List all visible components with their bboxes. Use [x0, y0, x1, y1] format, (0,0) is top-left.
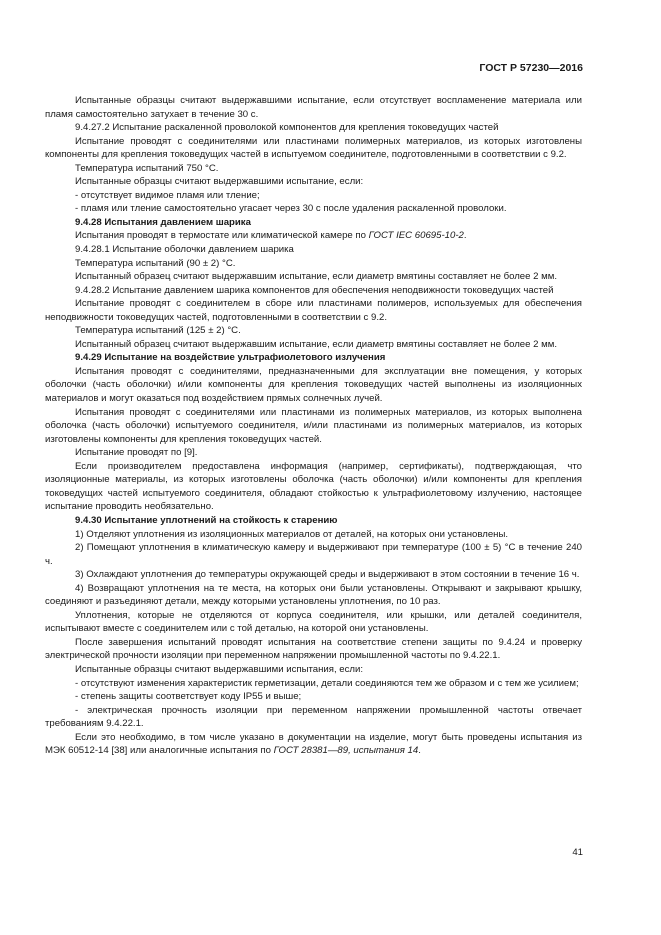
paragraph: Испытанные образцы считают выдержавшими испытание, если отсутствует воспламенение материала или пламя самостоятельно затухает в течение 30 с.: [45, 95, 582, 120]
list-item: - отсутствует видимое пламя или тление;: [75, 189, 260, 201]
section-heading: 9.4.28 Испытания давлением шарика: [75, 216, 251, 228]
paragraph: Испытание проводят по [9].: [75, 447, 198, 459]
subsection-heading: 9.4.27.2 Испытание раскаленной проволокой компонентов для крепления токоведущих частей: [75, 122, 499, 134]
list-item: 2) Помещают уплотнения в климатическую камеру и выдерживают при температуре (100 ± 5) °С в течение 240 ч.: [45, 542, 582, 567]
list-item: 1) Отделяют уплотнения из изоляционных материалов от деталей, на которых они установлены.: [75, 528, 509, 540]
paragraph: Испытанные образцы считают выдержавшими испытание, если:: [75, 176, 364, 188]
paragraph: Если производителем предоставлена информация (например, сертификаты), подтверждающая, что изоляционные материалы, из которых изготовлены оболочка (часть оболочки) и/или компоненты для крепления токоведущих частей испытуемого соединителя, обладают стойкостью к ультрафиолетовому излучению, настоящее испытание проводить необязательно.: [45, 460, 582, 513]
list-item: - электрическая прочность изоляции при переменном напряжении промышленной частоты отвечает требованиям 9.4.22.1.: [45, 704, 582, 730]
paragraph: Испытанные образцы считают выдержавшими испытания, если:: [75, 663, 364, 675]
paragraph: Испытанный образец считают выдержавшим испытание, если диаметр вмятины составляет не более 2 мм.: [75, 338, 557, 350]
list-item: - степень защиты соответствует коду IP55 и выше;: [75, 691, 302, 703]
paragraph: Испытания проводят с соединителями, предназначенными для эксплуатации вне помещения, у которых оболочки (часть оболочки) и/или компоненты для крепления токоведущих частей выполнены из изоляционных материалов и могут оказаться под воздействием прямых солнечных лучей.: [45, 365, 582, 405]
paragraph: После завершения испытаний проводят испытания на соответствие степени защиты по 9.4.24 и проверку электрической прочности изоляции при переменном напряжении промышленной частоты по 9.4.22.1.: [45, 636, 582, 662]
paragraph: Испытание проводят с соединителями или пластинами полимерных материалов, из которых изготовлены компоненты для крепления токоведущих частей в испытуемом соединителе, подготовленными в соответствии с 9.2.: [45, 135, 582, 161]
paragraph: Температура испытаний (90 ± 2) °С.: [75, 257, 236, 269]
page-body: [45, 94, 582, 758]
subsection-heading: 9.4.28.1 Испытание оболочки давлением шарика: [75, 244, 294, 256]
list-item: 4) Возвращают уплотнения на те места, на которых они были установлены. Открывают и закрывают крышку, соединяют и разъединяют детали, между которыми установлены уплотнения, по 10 раз.: [45, 582, 582, 608]
section-heading: 9.4.30 Испытание уплотнений на стойкость к старению: [75, 514, 338, 526]
list-item: - отсутствуют изменения характеристик герметизации, детали соединяются тем же образом и с тем же усилием;: [75, 677, 579, 689]
paragraph: Температура испытаний (125 ± 2) °С.: [75, 325, 241, 337]
list-item: 3) Охлаждают уплотнения до температуры окружающей среды и выдерживают в этом состоянии в течение 16 ч.: [75, 569, 580, 581]
paragraph: Уплотнения, которые не отделяются от корпуса соединителя, или крышки, или деталей соединителя, испытывают вместе с соединителем или с той деталью, на которой они установлены.: [45, 609, 582, 635]
paragraph: [45, 229, 582, 243]
paragraph: Испытание проводят с соединителем в сборе или пластинами полимеров, используемых для обеспечения неподвижности токоведущих частей, подготовленными в соответствии с 9.2.: [45, 298, 582, 323]
paragraph: [45, 731, 582, 758]
page-number: 41: [572, 847, 583, 858]
document-number: ГОСТ Р 57230—2016: [479, 62, 583, 74]
section-heading: 9.4.29 Испытание на воздействие ультрафиолетового излучения: [75, 352, 386, 364]
standard-reference: ГОСТ IEC 60695-10-2: [368, 230, 464, 242]
paragraph: Температура испытаний 750 °С.: [75, 162, 219, 174]
paragraph: Испытания проводят с соединителями или пластинами из полимерных материалов, из которых выполнена оболочка (часть оболочки) испытуемого соединителя, и/или пластинами из полимерных материалов, из которых изготовлены компоненты для крепления токоведущих частей.: [45, 406, 582, 445]
paragraph: Испытанный образец считают выдержавшим испытание, если диаметр вмятины составляет не более 2 мм.: [75, 271, 557, 283]
list-item: - пламя или тление самостоятельно угасает через 30 с после удаления раскаленной проволоки.: [75, 203, 507, 215]
text-run: Если это необходимо, в том числе указано в документации на изделие, могут быть проведены испытания из МЭК 60512-14 [38] или аналогичные испытания по: [45, 731, 582, 757]
text-run: Испытания проводят в термостате или климатической камере по: [75, 230, 369, 242]
subsection-heading: 9.4.28.2 Испытание давлением шарика компонентов для обеспечения неподвижности токоведущих частей: [75, 284, 554, 296]
text-run: .: [463, 230, 467, 242]
standard-reference: ГОСТ 28381—89, испытания 14: [273, 745, 419, 757]
text-run: .: [418, 745, 421, 757]
